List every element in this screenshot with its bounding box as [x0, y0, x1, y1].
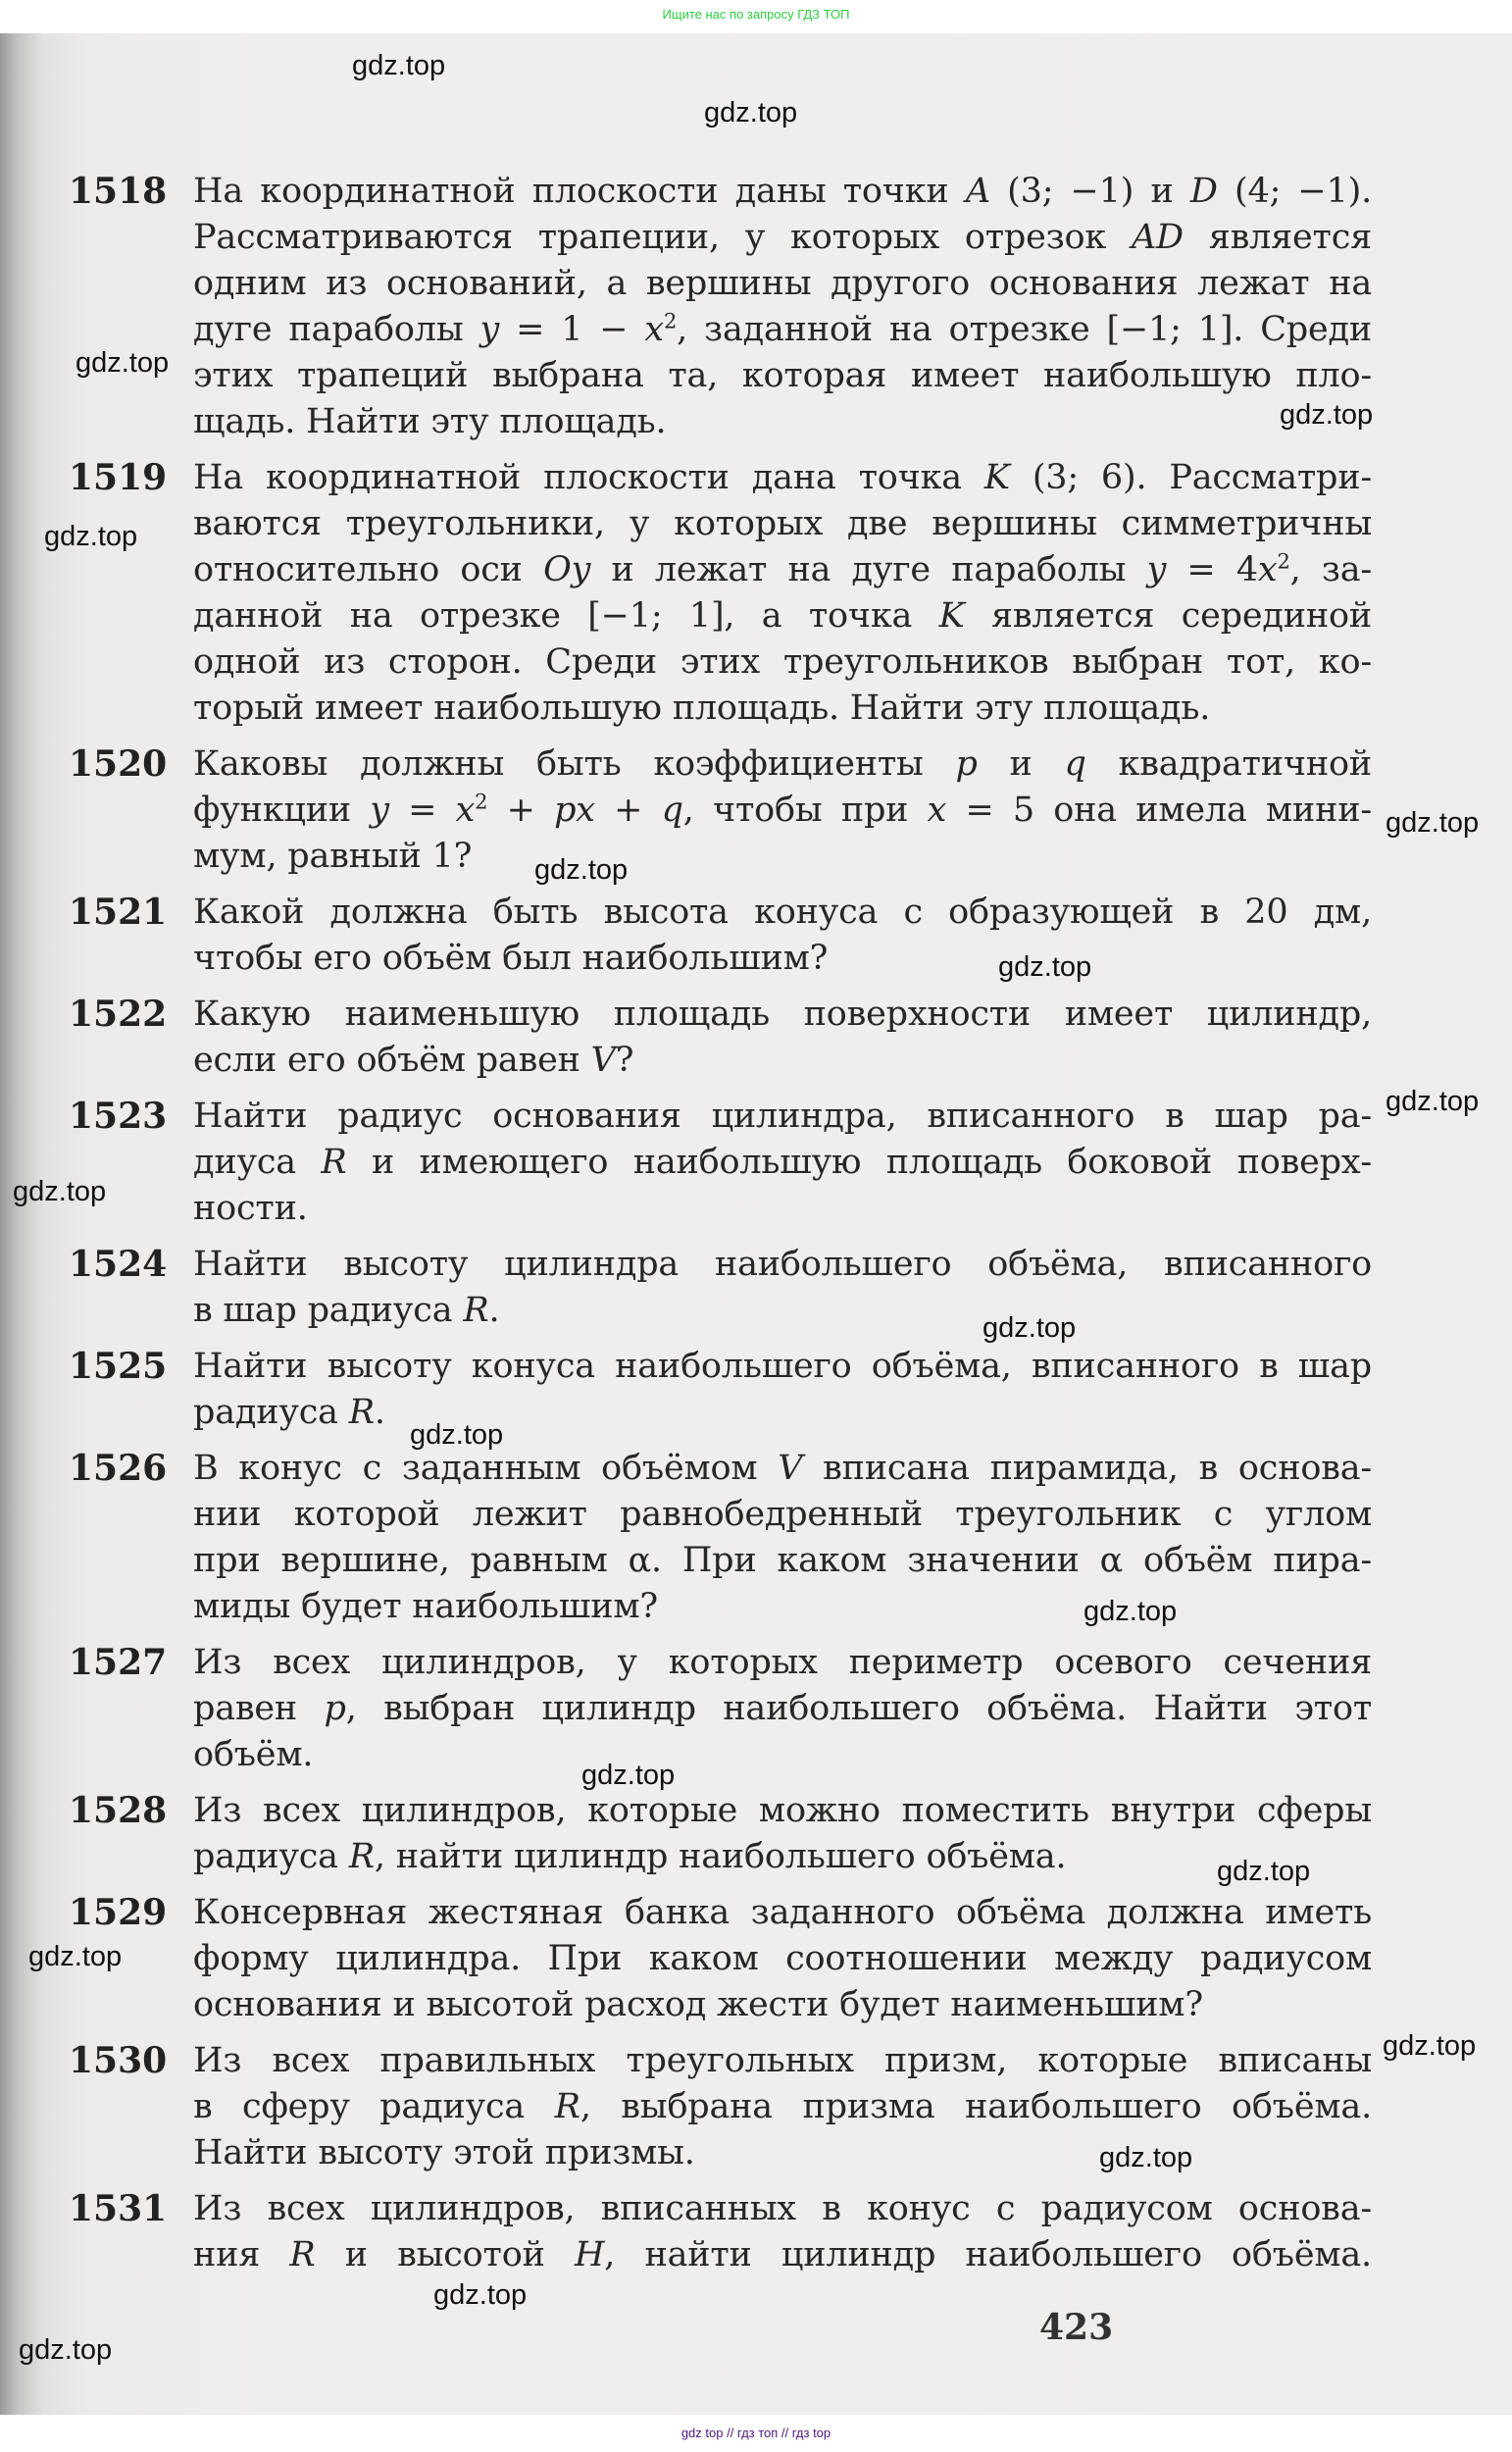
- math-variable: x: [455, 791, 476, 830]
- problem-text-line: ности.: [193, 1189, 308, 1228]
- problem-text-line: Из всех цилиндров, которые можно поместить внутри сферы: [193, 1791, 1372, 1830]
- math-variable: x: [644, 310, 664, 349]
- problem-number: 1523: [69, 1096, 168, 1137]
- problem-number: 1518: [69, 171, 168, 212]
- math-variable: R: [348, 1393, 375, 1432]
- problem-text-line: одним из оснований, а вершины другого основания лежат на: [193, 264, 1372, 303]
- problem-number: 1530: [69, 2040, 168, 2081]
- problem-text-line: этих трапеций выбрана та, которая имеет наибольшую пло-: [193, 356, 1372, 395]
- bottom-banner-text[interactable]: gdz top // гдз топ // гдз top: [680, 2426, 832, 2440]
- watermark: gdz.top: [1386, 1086, 1480, 1117]
- math-variable: p: [955, 744, 978, 784]
- math-variable: R: [463, 1291, 489, 1330]
- watermark: gdz.top: [998, 951, 1092, 983]
- problem-text-line: функции $y = x^2$ + px + q, чтобы при x = 5 она имела мини-: [193, 790, 1372, 830]
- problem-text-line: миды будет наибольшим?: [193, 1587, 658, 1626]
- math-variable: y: [370, 791, 389, 830]
- problem-text-line: диуса R и имеющего наибольшую площадь боковой поверх-: [193, 1143, 1372, 1182]
- problem-text: [193, 169, 1372, 445]
- math-variable: R: [554, 2087, 580, 2126]
- math-variable: px: [554, 791, 595, 830]
- problem-text-line: Каковы должны быть коэффициенты p и q квадратичной: [193, 744, 1372, 784]
- problem-text-line: Найти радиус основания цилиндра, вписанного в шар ра-: [193, 1097, 1372, 1136]
- problem-text-line: чтобы его объём был наибольшим?: [193, 939, 829, 978]
- problem-text-line: одной из сторон. Среди этих треугольников выбран тот, ко-: [193, 642, 1372, 682]
- problem-text-line: если его объём равен V?: [193, 1041, 634, 1080]
- page-number: 423: [1039, 2307, 1114, 2348]
- problem-text-line: Из всех цилиндров, вписанных в конус с радиусом основа-: [193, 2189, 1372, 2228]
- problem-1521: [0, 890, 1512, 982]
- problem-text-line: относительно оси Oy и лежат на дуге параболы $y = 4x^2$, за-: [193, 549, 1373, 589]
- problem-1531: [0, 2186, 1512, 2278]
- math-variable: R: [321, 1143, 347, 1182]
- problem-text: [193, 992, 1372, 1084]
- problem-text: [193, 1890, 1372, 2028]
- problem-text-line: ваются треугольники, у которых две вершины симметричны: [193, 504, 1372, 543]
- problem-number: 1529: [69, 1892, 168, 1933]
- math-variable: q: [661, 791, 683, 830]
- problem-text-line: Найти высоту конуса наибольшего объёма, вписанного в шар: [193, 1347, 1372, 1386]
- problem-text-line: нии которой лежит равнобедренный треугольник с углом: [193, 1495, 1372, 1534]
- problem-text: [193, 1094, 1372, 1232]
- problem-text-line: в шар радиуса R.: [193, 1291, 500, 1330]
- problem-1527: [0, 1640, 1512, 1778]
- problem-list: [0, 169, 1512, 2288]
- problem-text-line: Найти высоту цилиндра наибольшего объёма, вписанного: [193, 1245, 1372, 1284]
- math-variable: AD: [1131, 218, 1184, 257]
- math-variable: D: [1189, 172, 1218, 211]
- problem-text: [193, 1344, 1372, 1436]
- math-variable: H: [574, 2235, 605, 2274]
- problem-text-line: в сферу радиуса R, выбрана призма наибольшего объёма.: [193, 2087, 1372, 2126]
- watermark: gdz.top: [704, 97, 798, 128]
- problem-text-line: Консервная жестяная банка заданного объёма должна иметь: [193, 1893, 1372, 1932]
- math-variable: K: [938, 596, 965, 636]
- problem-text-line: Из всех цилиндров, у которых периметр осевого сечения: [193, 1643, 1372, 1682]
- bottom-banner: [0, 2415, 1512, 2452]
- problem-1519: [0, 455, 1512, 732]
- top-banner-text[interactable]: Ищите нас по запросу ГДЗ ТОП: [662, 7, 850, 22]
- watermark: gdz.top: [13, 1176, 107, 1207]
- problem-text-line: ния R и высотой H, найти цилиндр наибольшего объёма.: [193, 2235, 1372, 2274]
- problem-text: [193, 1788, 1372, 1880]
- problem-text-line: основания и высотой расход жести будет наименьшим?: [193, 1985, 1203, 2024]
- watermark: gdz.top: [433, 2279, 528, 2311]
- math-variable: x: [927, 791, 947, 830]
- problem-text-line: форму цилиндра. При каком соотношении между радиусом: [193, 1939, 1372, 1978]
- problem-text: [193, 455, 1372, 732]
- watermark: gdz.top: [352, 50, 446, 81]
- problem-text-line: Рассматриваются трапеции, у которых отрезок AD является: [193, 218, 1372, 257]
- problem-text-line: данной на отрезке [−1; 1], а точка K является серединой: [193, 596, 1372, 636]
- problem-1530: [0, 2038, 1512, 2176]
- math-variable: p: [324, 1689, 346, 1728]
- problem-text-line: радиуса R, найти цилиндр наибольшего объёма.: [193, 1837, 1067, 1876]
- problem-text: [193, 2038, 1372, 2176]
- watermark: gdz.top: [1386, 807, 1480, 839]
- problem-text: [193, 1640, 1372, 1778]
- exponent: 2: [1277, 549, 1290, 574]
- problem-1526: [0, 1446, 1512, 1630]
- problem-number: 1528: [69, 1790, 168, 1831]
- problem-number: 1526: [69, 1448, 168, 1489]
- watermark: gdz.top: [19, 2334, 113, 2366]
- problem-text: [193, 2186, 1372, 2278]
- problem-1525: [0, 1344, 1512, 1436]
- math-variable: A: [965, 172, 990, 211]
- problem-text-line: щадь. Найти эту площадь.: [193, 402, 667, 441]
- watermark: gdz.top: [1280, 399, 1374, 431]
- problem-text-line: Из всех правильных треугольных призм, которые вписаны: [193, 2041, 1372, 2080]
- problem-number: 1520: [69, 743, 168, 785]
- problem-text-line: мум, равный 1?: [193, 837, 473, 876]
- problem-number: 1531: [69, 2188, 168, 2229]
- problem-text-line: На координатной плоскости даны точки A (3; −1) и D (4; −1).: [193, 172, 1373, 211]
- watermark: gdz.top: [1084, 1596, 1178, 1627]
- problem-text-line: Какой должна быть высота конуса с образующей в 20 дм,: [193, 893, 1372, 932]
- problem-text-line: В конус с заданным объёмом V вписана пирамида, в основа-: [193, 1449, 1372, 1488]
- problem-number: 1519: [69, 457, 168, 498]
- math-variable: R: [289, 2235, 316, 2274]
- watermark: gdz.top: [410, 1419, 504, 1451]
- problem-text-line: Найти высоту этой призмы.: [193, 2133, 695, 2172]
- problem-text-line: радиуса R.: [193, 1393, 385, 1432]
- math-variable: q: [1064, 744, 1086, 784]
- math-variable: V: [778, 1449, 803, 1488]
- problem-text: [193, 741, 1372, 880]
- problem-text-line: равен p, выбран цилиндр наибольшего объёма. Найти этот: [193, 1689, 1372, 1728]
- math-variable: R: [348, 1837, 375, 1876]
- exponent: 2: [475, 790, 488, 814]
- watermark: gdz.top: [581, 1760, 676, 1791]
- problem-text-line: На координатной плоскости дана точка K (3; 6). Рассматри-: [193, 458, 1372, 497]
- problem-1522: [0, 992, 1512, 1084]
- watermark: gdz.top: [1099, 2142, 1193, 2173]
- problem-number: 1521: [69, 892, 168, 933]
- watermark: gdz.top: [28, 1941, 123, 1972]
- problem-1524: [0, 1242, 1512, 1334]
- watermark: gdz.top: [534, 854, 629, 886]
- problem-text-line: объём.: [193, 1735, 314, 1774]
- exponent: 2: [663, 309, 678, 333]
- math-variable: y: [1146, 550, 1167, 589]
- math-variable: K: [983, 458, 1010, 497]
- problem-number: 1525: [69, 1346, 168, 1387]
- watermark: gdz.top: [983, 1312, 1077, 1344]
- problem-text-line: торый имеет наибольшую площадь. Найти эту площадь.: [193, 689, 1211, 728]
- problem-text-line: при вершине, равным α. При каком значении α объём пира-: [193, 1541, 1372, 1580]
- watermark: gdz.top: [1217, 1856, 1311, 1887]
- problem-1523: [0, 1094, 1512, 1232]
- problem-1529: [0, 1890, 1512, 2028]
- math-variable: x: [1257, 550, 1278, 589]
- watermark: gdz.top: [76, 347, 170, 379]
- problem-text-line: дуге параболы $y = 1 - x^2$, заданной на отрезке [−1; 1]. Среди: [193, 309, 1372, 349]
- math-variable: V: [590, 1041, 616, 1080]
- math-variable: y: [479, 310, 500, 349]
- problem-text: [193, 1446, 1372, 1630]
- problem-number: 1527: [69, 1642, 168, 1683]
- watermark: gdz.top: [44, 521, 138, 552]
- math-variable: Oy: [543, 550, 591, 589]
- problem-number: 1524: [69, 1244, 168, 1285]
- problem-text: [193, 1242, 1372, 1334]
- problem-number: 1522: [69, 994, 168, 1035]
- problem-text-line: Какую наименьшую площадь поверхности имеет цилиндр,: [193, 995, 1372, 1034]
- watermark: gdz.top: [1383, 2030, 1477, 2062]
- top-banner: [0, 0, 1512, 33]
- problem-text: [193, 890, 1372, 982]
- problem-1520: [0, 741, 1512, 880]
